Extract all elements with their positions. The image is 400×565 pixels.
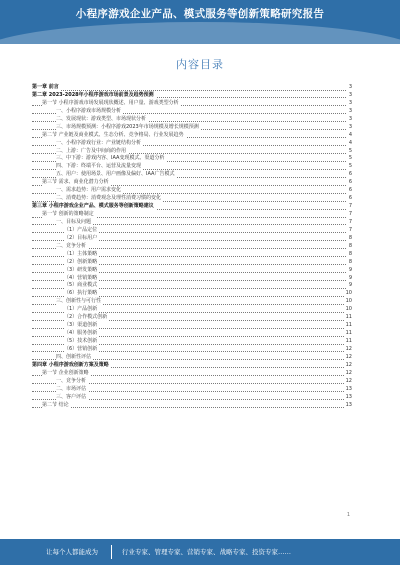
- toc-entry-title: （4）营销策略: [64, 274, 98, 281]
- toc-entry-page: 12: [345, 345, 352, 352]
- toc-entry-page: 5: [348, 155, 352, 162]
- toc-entry-page: 7: [348, 203, 352, 210]
- toc-entry[interactable]: [32, 338, 352, 346]
- toc-entry[interactable]: [32, 330, 352, 338]
- toc-entry[interactable]: [32, 179, 352, 187]
- toc-entry-title: 第三节 需求、商业化潜力分析: [42, 179, 109, 186]
- toc-entry-page: 10: [345, 298, 352, 305]
- toc-entry[interactable]: [32, 195, 352, 203]
- toc-entry-title: 第一节 企业创新策略: [42, 369, 89, 376]
- toc-entry-title: 四、创新性评估: [56, 353, 92, 360]
- toc-entry-title: （1）产品创新: [64, 306, 98, 313]
- toc-entry-page: 4: [348, 131, 352, 138]
- footer-tagline: 行业专家、管理专家、营销专家、战略专家、投资专家……: [122, 548, 291, 556]
- toc-entry-title: （1）主体策略: [64, 250, 98, 257]
- toc-entry-title: （2）目标用户: [64, 234, 98, 241]
- toc-entry-page: 7: [348, 218, 352, 225]
- toc-entry-page: 11: [345, 322, 352, 329]
- toc-entry-title: 五、用户：使用场景、用户画像及偏好、IAA广告模式: [56, 171, 175, 178]
- toc-entry-title: 一、目标及问题: [56, 218, 92, 225]
- toc-entry-title: （5）技术创新: [64, 338, 98, 344]
- dot-leader: [32, 90, 346, 91]
- toc-entry-title: 一、需求趋势：用户需求变化: [56, 187, 122, 194]
- toc-entry[interactable]: [32, 314, 352, 322]
- footer-slogan: 让每个人都能成为: [46, 548, 98, 556]
- toc-entry-page: 5: [348, 147, 352, 154]
- toc-entry-title: 三、客户评估: [56, 393, 87, 400]
- footer-divider: [111, 545, 112, 559]
- page-number: 1: [346, 512, 350, 518]
- toc-entry-title: 二、竞争分析: [56, 242, 87, 249]
- toc-entry-page: 11: [345, 338, 352, 344]
- toc-entry[interactable]: [32, 100, 352, 108]
- header-decoration: [0, 22, 400, 44]
- toc-entry-title: （5）商业模式: [64, 282, 98, 289]
- toc-entry-title: 第二节 结论: [42, 401, 69, 408]
- toc-entry-title: 三、市场规模预测：小程序游戏2023年市场规模及增长规模预测: [56, 123, 199, 130]
- toc-entry-page: 8: [348, 242, 352, 249]
- toc-entry-page: 3: [348, 107, 352, 114]
- toc-entry-page: 3: [348, 91, 352, 98]
- toc-entry-title: 第一章 前言: [32, 84, 59, 90]
- toc-entry[interactable]: [32, 370, 352, 378]
- toc-entry-page: 12: [345, 361, 352, 368]
- toc-entry-page: 6: [348, 195, 352, 202]
- toc-entry-title: 四、下游：终端平台、运营及流量变现: [56, 163, 142, 170]
- toc-entry-title: 第二节 产业链及商业模式、生态分析、竞争格局、行业发展趋势: [42, 131, 184, 138]
- toc-entry[interactable]: [32, 306, 352, 314]
- toc-entry[interactable]: [32, 354, 352, 362]
- toc-entry-page: 13: [345, 401, 352, 408]
- toc-entry[interactable]: [32, 259, 352, 267]
- toc-entry[interactable]: [32, 140, 352, 148]
- toc-entry-title: 第一节 小程序游戏市场发展现状概述、用户量、游戏类型分析: [42, 99, 179, 106]
- toc-entry-page: 5: [348, 163, 352, 170]
- toc-heading: 内容目录: [176, 58, 224, 71]
- toc-entry-page: 8: [348, 234, 352, 241]
- toc-entry-title: 三、创新性与可行性: [56, 298, 102, 305]
- toc-entry-page: 12: [345, 369, 352, 376]
- toc-entry[interactable]: [32, 124, 352, 132]
- toc-entry-page: 6: [348, 187, 352, 194]
- toc-entry-title: （6）营销创新: [64, 345, 98, 352]
- toc-entry-title: （3）渠道创新: [64, 322, 98, 329]
- toc-entry-title: 二、上游：广告及中间商的作用: [56, 147, 127, 154]
- toc-entry-page: 10: [345, 290, 352, 297]
- toc-entry-title: 三、中下游：游戏内容、IAA变现模式、渠道分析: [56, 155, 165, 162]
- toc-entry-title: （2）创新策略: [64, 258, 98, 265]
- toc-entry-page: 3: [348, 115, 352, 122]
- report-title: 小程序游戏企业产品、模式服务等创新策略研究报告: [75, 8, 325, 20]
- toc-entry-page: 9: [348, 274, 352, 281]
- toc-entry-page: 10: [345, 306, 352, 313]
- toc-entry-title: （4）服务创新: [64, 330, 98, 337]
- toc-entry-title: （6）执行策略: [64, 290, 98, 297]
- toc-entry-page: 11: [345, 314, 352, 321]
- toc-entry-page: 12: [345, 377, 352, 384]
- toc-entry-page: 3: [348, 84, 352, 90]
- toc-entry-page: 8: [348, 258, 352, 265]
- toc-entry[interactable]: [32, 92, 352, 100]
- toc-entry-page: 13: [345, 393, 352, 400]
- toc-entry-page: 8: [348, 250, 352, 257]
- toc-entry-page: 12: [345, 353, 352, 360]
- toc-entry[interactable]: [32, 322, 352, 330]
- toc-entry-title: 二、发展现状：游戏类型、市场现状分析: [56, 115, 147, 122]
- toc-entry[interactable]: [32, 116, 352, 124]
- toc-entry-title: 第四章 小程序游戏创新方案及策略: [32, 361, 109, 368]
- toc-entry[interactable]: [32, 394, 352, 402]
- toc-entry[interactable]: [32, 219, 352, 227]
- toc-entry[interactable]: [32, 84, 352, 92]
- toc-entry-page: 3: [348, 99, 352, 106]
- toc-entry[interactable]: [32, 267, 352, 275]
- toc-entry[interactable]: [32, 362, 352, 370]
- toc-entry-page: 7: [348, 226, 352, 233]
- toc-entry-page: 9: [348, 282, 352, 289]
- toc-entry[interactable]: [32, 243, 352, 251]
- table-of-contents: [32, 84, 352, 409]
- toc-entry[interactable]: [32, 211, 352, 219]
- toc-entry-page: 13: [345, 385, 352, 392]
- dot-leader: [32, 407, 346, 408]
- toc-entry-page: 3: [348, 123, 352, 130]
- toc-entry-title: 一、小程序游戏行业：产业链结构分析: [56, 139, 142, 146]
- toc-entry-title: 二、消费趋势：消费观念及理性消费习惯的变化: [56, 195, 162, 202]
- toc-entry[interactable]: [32, 251, 352, 259]
- toc-entry-title: 一、竞争分析: [56, 377, 87, 384]
- toc-entry-title: 第一节 创新的策略制定: [42, 211, 94, 217]
- toc-entry-title: （3）研发策略: [64, 266, 98, 273]
- toc-entry[interactable]: [32, 187, 352, 195]
- toc-entry-title: 第二章 2023-2028年小程序游戏市场前景及趋势预测: [32, 91, 154, 98]
- report-header: [0, 0, 400, 44]
- toc-entry-page: 9: [348, 266, 352, 273]
- toc-entry-page: 7: [348, 211, 352, 217]
- toc-entry[interactable]: [32, 203, 352, 211]
- toc-entry-title: 一、小程序游戏市场规模分析: [56, 107, 122, 114]
- toc-entry-title: （1）产品定位: [64, 226, 98, 233]
- toc-entry[interactable]: [32, 402, 352, 410]
- toc-entry-title: 第三章 小程序游戏企业产品、模式服务等创新策略建议: [32, 203, 154, 210]
- toc-entry-page: 4: [348, 139, 352, 146]
- toc-entry[interactable]: [32, 235, 352, 243]
- toc-entry[interactable]: [32, 227, 352, 235]
- toc-entry[interactable]: [32, 378, 352, 386]
- report-footer: [0, 539, 400, 565]
- toc-entry[interactable]: [32, 346, 352, 354]
- toc-entry-title: （2）合作模式创新: [64, 314, 108, 321]
- toc-entry[interactable]: [32, 108, 352, 116]
- toc-entry-page: 6: [348, 171, 352, 178]
- toc-entry-page: 11: [345, 330, 352, 337]
- toc-entry-page: 6: [348, 179, 352, 186]
- toc-entry[interactable]: [32, 132, 352, 140]
- toc-entry[interactable]: [32, 386, 352, 394]
- toc-entry-title: 二、市场评估: [56, 385, 87, 392]
